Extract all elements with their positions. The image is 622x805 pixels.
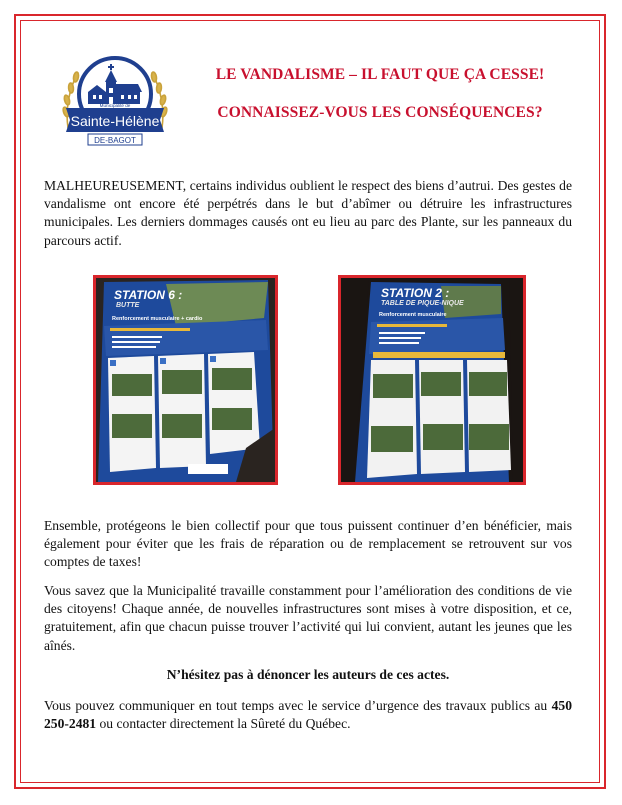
municipality-paragraph: Vous savez que la Municipalité travaille constamment pour l’amélioration des conditions de vie des citoyens! Chaque année, de nouvelles infrastructures sont mises à votre disposition, et ce, gratuitement, afin que chacun puisse trouver l’activité qui lui convient, autant les jeunes que les aînés. bbox=[44, 583, 572, 653]
photo-station-2 bbox=[338, 275, 526, 485]
headline-vandalisme: LE VANDALISME – IL FAUT QUE ÇA CESSE! bbox=[215, 66, 545, 83]
phone-number[interactable]: 450 250-2481 bbox=[44, 698, 572, 732]
together-paragraph: Ensemble, protégeons le bien collectif pour que tous puissent continuer d’en bénéficier, mais également pour éviter que les frais de réparation ou de remplacement se retrouvent sur vos comptes de taxes! bbox=[44, 518, 572, 570]
municipality-logo bbox=[58, 50, 172, 148]
contact-text-before: Vous pouvez communiquer en tout temps avec le service d’urgence des travaux publics au bbox=[44, 698, 552, 713]
logo-top-text: Municipalité de bbox=[99, 103, 131, 108]
logo-subtitle: DE-BAGOT bbox=[94, 136, 136, 145]
photo-left-section: Renforcement musculaire + cardio bbox=[112, 316, 203, 322]
photo-left-station: STATION 6 : bbox=[114, 288, 183, 302]
photo-right-section: Renforcement musculaire bbox=[379, 312, 447, 318]
denounce-line: N’hésitez pas à dénoncer les auteurs de ces actes. bbox=[166, 667, 450, 682]
photo-left-subtitle: BUTTE bbox=[116, 302, 140, 309]
headline-consequences: CONNAISSEZ-VOUS LES CONSÉQUENCES? bbox=[217, 104, 543, 121]
logo-name: Sainte-Hélène bbox=[70, 113, 160, 129]
contact-text-after: ou contacter directement la Sûreté du Québec. bbox=[96, 716, 351, 732]
contact-paragraph bbox=[44, 697, 572, 733]
photo-station-6 bbox=[93, 275, 278, 485]
photo-right-subtitle: TABLE DE PIQUE-NIQUE bbox=[381, 300, 464, 307]
intro-paragraph: MALHEUREUSEMENT, certains individus oublient le respect des biens d’autrui. Des gestes de vandalisme ont encore été perpétrés dans le but d’abîmer ou détruire les infrastructures municipales. Les derniers dommages causés ont eu lieu au parc des Plante, sur les panneaux du parcours actif. bbox=[44, 178, 572, 248]
photo-right-station: STATION 2 : bbox=[381, 286, 450, 300]
